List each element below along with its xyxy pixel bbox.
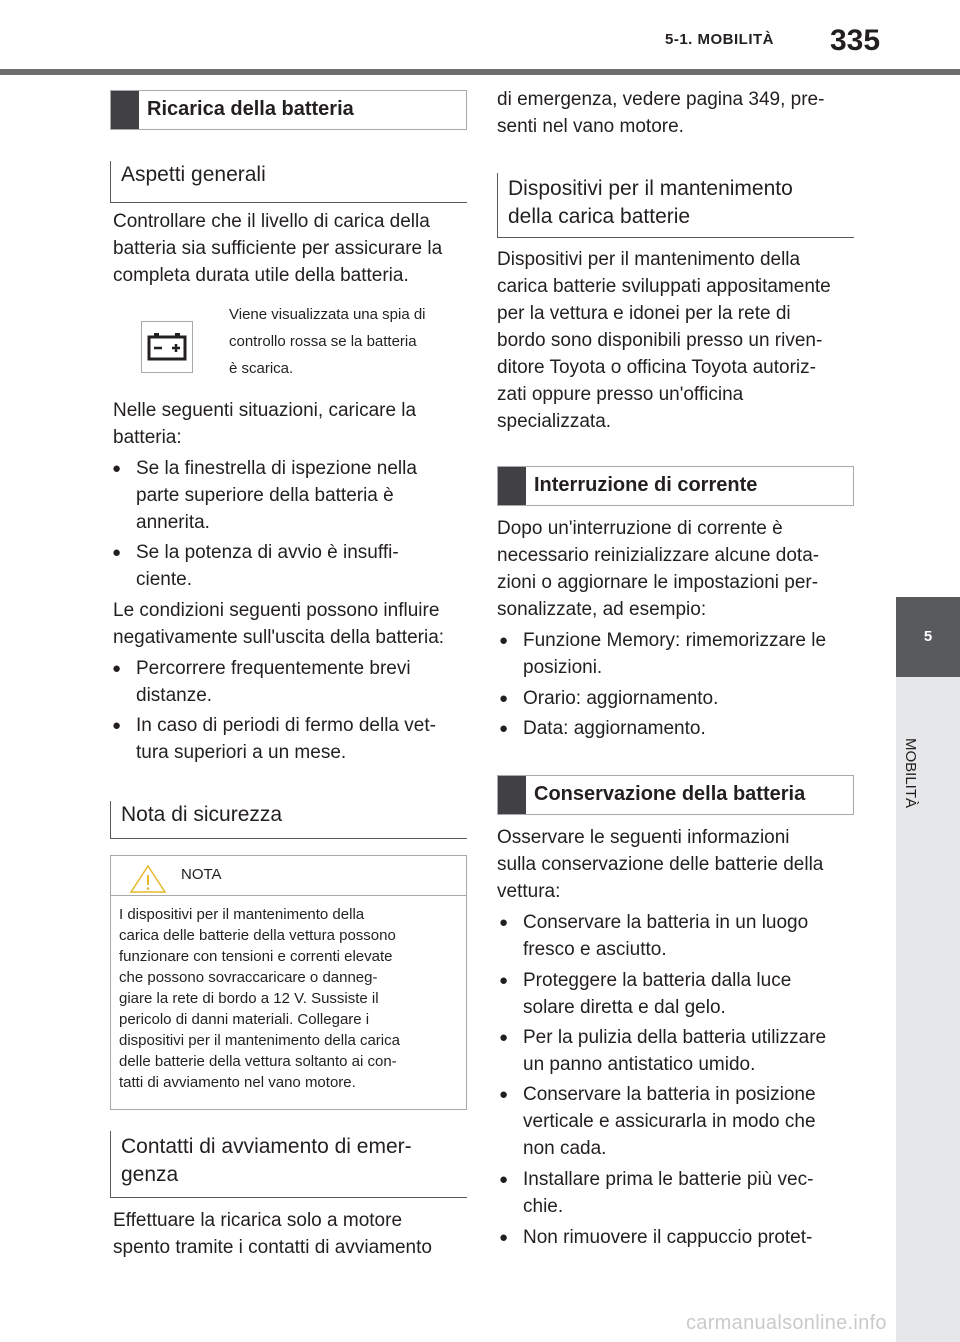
- subheading-aspetti-generali: Aspetti generali: [110, 161, 467, 203]
- header-section-title: 5-1. MOBILITÀ: [665, 31, 775, 48]
- page-number: 335: [830, 24, 881, 57]
- paragraph-emergency-charge: Effettuare la ricarica solo a motore spento tramite i contatti di avviamento: [113, 1210, 432, 1258]
- list-item: ● In caso di periodi di fermo della vet- tura superiori a un mese.: [110, 712, 467, 766]
- list-item: ● Se la potenza di avvio è insuffi- ciente.: [110, 539, 467, 593]
- list-item: ● Per la pulizia della batteria utilizzare un panno antistatico umido.: [497, 1024, 854, 1078]
- list-item: ● Non rimuovere il cappuccio protet-: [497, 1224, 854, 1251]
- note-label: NOTA: [181, 866, 222, 883]
- paragraph-continued: di emergenza, vedere pagina 349, pre- senti nel vano motore.: [497, 89, 825, 137]
- watermark: carmanualsonline.info: [686, 1312, 887, 1334]
- paragraph-power-interruption: Dopo un'interruzione di corrente è necessario reinizializzare alcune dota- zioni o aggiornare le impostazioni per- sonalizzate, ad esempio:: [497, 518, 820, 620]
- list-item: ● Conservare la batteria in un luogo fresco e asciutto.: [497, 909, 854, 963]
- list-item: ● Data: aggiornamento.: [497, 715, 854, 742]
- subheading-dispositivi-mantenimento: Dispositivi per il mantenimento della carica batterie: [497, 173, 854, 238]
- subheading-nota-sicurezza: Nota di sicurezza: [110, 801, 467, 839]
- list-item: ● Orario: aggiornamento.: [497, 685, 854, 712]
- warning-triangle-icon: [129, 864, 167, 894]
- chapter-side-label: MOBILITÀ: [902, 738, 919, 809]
- list-item: ● Installare prima le batterie più vec- chie.: [497, 1166, 854, 1220]
- subheading-contatti-avviamento: Contatti di avviamento di emer- genza: [110, 1131, 467, 1198]
- section-title-interruzione-text: Interruzione di corrente: [534, 474, 758, 496]
- note-body: I dispositivi per il mantenimento della carica delle batterie della vettura possono funzionare con tensioni e correnti elevate che possono sovraccaricare o danneg- giare la rete di bordo a 12 V. Sussiste il pericolo di danni materiali. Collegare i dispositivi per il mantenimento della carica delle batterie della vettura soltanto ai con- tatti di avviamento nel vano motore.: [119, 906, 400, 1091]
- paragraph-chargers: Dispositivi per il mantenimento della carica batterie sviluppati appositamente per la vettura e idonei per la rete di bordo sono disponibili presso un riven- ditore Toyota o officina Toyota autoriz- zati oppure presso un'officina specializzata.: [497, 249, 831, 432]
- section-title-ricarica-text: Ricarica della batteria: [147, 98, 354, 120]
- note-box: [110, 855, 467, 1110]
- section-title-interruzione: [497, 466, 854, 506]
- list-item: ● Percorrere frequentemente brevi distanze.: [110, 655, 467, 709]
- section-title-ricarica: [110, 90, 467, 130]
- header-rule: [0, 69, 960, 75]
- paragraph-storage: Osservare le seguenti informazioni sulla conservazione delle batterie della vettura:: [497, 827, 824, 902]
- list-item: ● Proteggere la batteria dalla luce solare diretta e dal gelo.: [497, 967, 854, 1021]
- battery-warning-description: Viene visualizzata una spia di controllo rossa se la batteria è scarica.: [229, 306, 426, 377]
- paragraph-charge-situations: Nelle seguenti situazioni, caricare la batteria:: [113, 400, 417, 448]
- section-title-conservazione: [497, 775, 854, 815]
- list-item: ● Conservare la batteria in posizione verticale e assicurarla in modo che non cada.: [497, 1081, 854, 1162]
- chapter-tab: 5: [896, 597, 960, 677]
- list-item: ● Se la finestrella di ispezione nella parte superiore della batteria è annerita.: [110, 455, 467, 536]
- section-title-conservazione-text: Conservazione della batteria: [534, 783, 806, 805]
- paragraph-general: Controllare che il livello di carica della batteria sia sufficiente per assicurare la completa durata utile della batteria.: [113, 211, 443, 286]
- paragraph-conditions: Le condizioni seguenti possono influire negativamente sull'uscita della batteria:: [113, 600, 445, 648]
- battery-icon: [141, 321, 193, 373]
- note-header: [111, 856, 466, 896]
- list-item: ● Funzione Memory: rimemorizzare le posizioni.: [497, 627, 854, 681]
